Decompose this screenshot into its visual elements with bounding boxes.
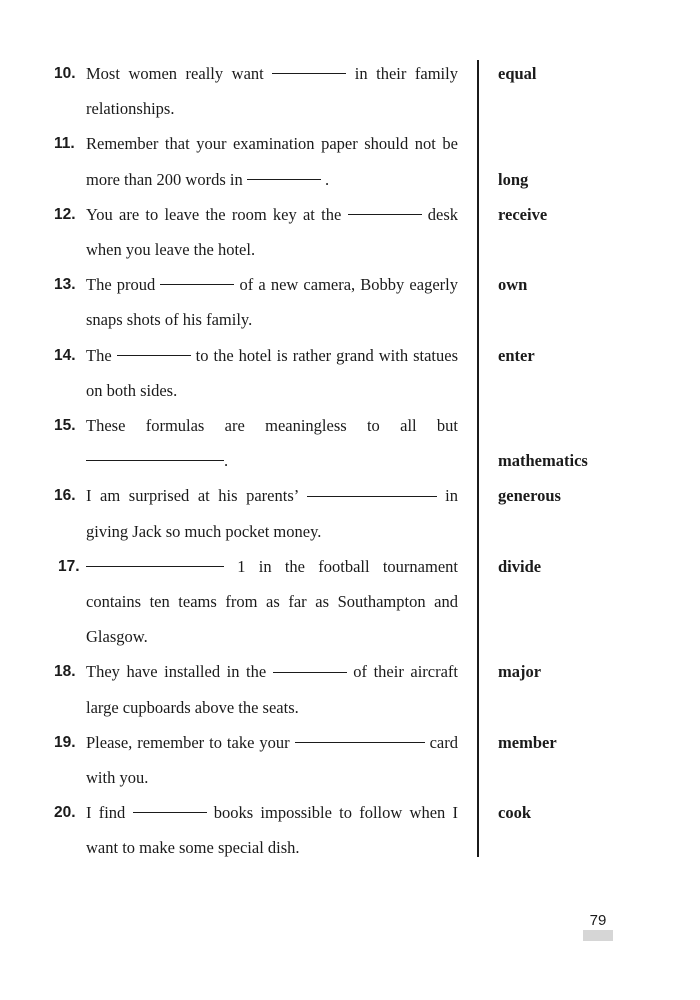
prompt-word: enter [498,345,535,365]
prompt-word: mathematics [498,451,588,471]
item-number: 17. [58,557,80,575]
item-sentence [86,267,458,337]
answer-blank[interactable] [273,671,347,673]
exercise-item [0,408,700,478]
item-number: 15. [54,416,76,434]
sentence-text: They have installed in the [86,662,273,682]
sentence-text: I find [86,803,133,823]
prompt-word: cook [498,803,531,823]
answer-blank[interactable] [348,213,422,215]
exercise-item [0,795,700,865]
item-number: 12. [54,205,76,223]
sentence-text: books impossible to follow when I want to make some special dish. [86,803,459,858]
sentence-text: . [224,451,229,471]
exercise-item [0,197,700,267]
item-number: 14. [54,346,76,364]
item-number: 10. [54,65,76,82]
answer-blank[interactable] [86,565,224,567]
answer-blank[interactable] [160,283,234,285]
sentence-text: in their family relationships. [86,64,458,119]
item-sentence [86,197,458,267]
prompt-word: own [498,275,528,295]
item-sentence [86,795,458,865]
prompt-word: long [498,169,529,189]
item-sentence [86,654,458,724]
sentence-text: Please, remember to take your [86,732,295,752]
answer-blank[interactable] [86,459,224,461]
exercise-item [0,126,700,196]
sentence-text: in giving Jack so much pocket money. [86,486,458,541]
exercise-item [0,338,700,408]
item-sentence [86,126,458,196]
item-sentence [86,549,458,655]
exercise-item [0,478,700,548]
prompt-word: member [498,732,557,752]
sentence-text: The [86,345,117,365]
sentence-text: You are to leave the room key at the [86,204,348,224]
prompt-word: major [498,662,542,682]
exercise-item [0,725,700,795]
item-number: 16. [54,487,76,505]
sentence-text: desk when you leave the hotel. [86,204,458,259]
item-number: 20. [54,804,76,822]
sentence-text: These formulas are meaningless to all but [86,415,458,435]
sentence-text: of their aircraft large cupboards above the seats. [86,662,459,717]
item-number: 11. [54,135,75,153]
exercise-item [0,549,700,655]
prompt-word: equal [498,64,537,83]
answer-blank[interactable] [247,178,321,180]
exercise-list [0,56,700,866]
sentence-text: 1 in the football tournament contains ten teams from as far as Southampton and Glasgow. [86,556,458,647]
sentence-text: The proud [86,275,161,295]
item-sentence [86,478,458,548]
sentence-text: card with you. [86,732,458,787]
sentence-text: I am surprised at his parents’ [86,486,307,506]
sentence-text: Remember that your examination paper should not be more than 200 words in [86,134,458,189]
item-sentence [86,56,458,126]
sentence-text: of a new camera, Bobby eagerly snaps shots of his family. [86,275,458,330]
item-number: 19. [54,733,76,751]
exercise-item [0,56,700,126]
sentence-text: . [320,169,330,189]
sentence-text: Most women really want [86,64,273,83]
answer-blank[interactable] [307,495,437,497]
prompt-word: generous [498,486,561,506]
item-sentence [86,408,458,478]
prompt-word: divide [498,556,542,576]
item-number: 18. [54,663,76,681]
item-sentence [86,338,458,408]
answer-blank[interactable] [133,811,207,813]
answer-blank[interactable] [117,354,191,356]
page-number: 79 [589,912,607,929]
prompt-word: receive [498,204,548,224]
exercise-item [0,654,700,724]
sentence-text: to the hotel is rather grand with statues on both sides. [86,345,458,400]
page-number-tab [583,930,613,941]
item-number: 13. [54,276,76,294]
exercise-item [0,267,700,337]
answer-blank[interactable] [295,741,425,743]
item-sentence [86,725,458,795]
answer-blank[interactable] [272,72,346,74]
